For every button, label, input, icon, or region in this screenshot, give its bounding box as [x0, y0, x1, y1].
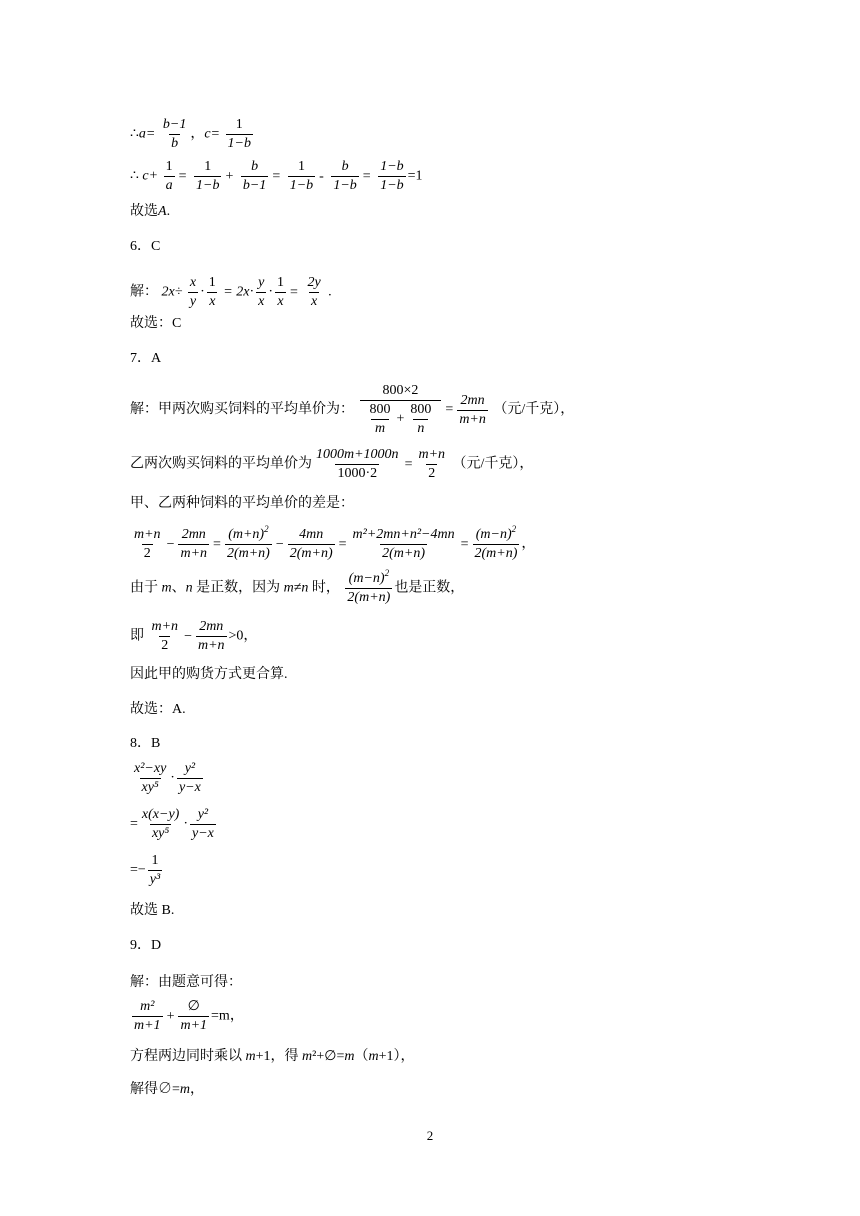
denominator: y−x [178, 780, 201, 795]
m-neq-n: m≠n [283, 580, 309, 596]
base: (m−n) [348, 571, 385, 586]
numerator: b−1 [162, 117, 187, 132]
fraction-mmn-sq-over-2mpn [473, 524, 520, 561]
answer-7: 故选：A. [130, 702, 186, 717]
fraction-2mn-over-m-plus-n [178, 528, 209, 561]
page-number: 2 [426, 1128, 434, 1143]
denominator: a [165, 178, 173, 193]
equals: = [362, 168, 371, 184]
var-m: m [179, 1082, 191, 1097]
numerator: 1 [235, 117, 243, 132]
equals: = [460, 536, 469, 552]
equals-one: =1 [407, 168, 423, 184]
q7-line1 [130, 384, 574, 436]
denominator: 2(m+n) [226, 546, 270, 561]
denominator: xy⁵ [141, 780, 159, 795]
denominator: b [171, 136, 179, 151]
denominator: m+n [459, 411, 486, 427]
answer-8 [130, 904, 174, 918]
period: . [328, 284, 332, 300]
a-eq: a= [138, 126, 156, 142]
text: +1，得 [255, 1049, 303, 1064]
dot: · [183, 816, 188, 832]
numerator: m+n [151, 619, 179, 634]
q9-line4 [130, 1083, 204, 1097]
text: +1）， [378, 1049, 415, 1064]
separator: ， [190, 126, 205, 142]
denominator: 1−b [380, 178, 404, 193]
answer-value: B [161, 903, 171, 918]
text: ， [190, 1082, 205, 1097]
equals: = [213, 536, 221, 552]
fraction-2mn-over-m-plus-n [457, 394, 488, 427]
fraction-1-over-x [275, 276, 286, 309]
c-plus: c+ [142, 168, 159, 184]
fraction-4mn-over-2mpn [288, 528, 335, 561]
therefore-symbol: ∴ [130, 126, 139, 142]
numerator: b [251, 159, 259, 174]
numerator: 800×2 [382, 383, 419, 398]
denominator: x [277, 294, 284, 309]
numerator: x(x−y) [141, 807, 180, 822]
denominator: x [258, 294, 265, 309]
var-n: n [185, 580, 193, 596]
q9-line3 [130, 1050, 415, 1064]
denominator: 2(m+n) [347, 590, 391, 605]
numerator: 1000m+1000n [316, 447, 399, 462]
q7-line1-text: 解：甲两次购买饲料的平均单价为： [130, 402, 354, 418]
denominator: 2(m+n) [474, 546, 518, 561]
denominator: n [413, 419, 428, 436]
numerator: m+n [134, 527, 161, 542]
dot: · [200, 284, 205, 300]
fraction-x-over-y [188, 276, 198, 309]
line-a-c [130, 118, 255, 151]
fraction-1-over-a [164, 160, 175, 193]
numerator: m² [140, 999, 155, 1014]
fraction-1-over-y3 [148, 854, 162, 887]
denominator: y−x [192, 826, 214, 841]
denominator: xy⁵ [151, 826, 170, 841]
dot: · [170, 770, 175, 786]
denominator: 1−b [289, 178, 314, 193]
c-eq: c= [204, 126, 220, 142]
minus: - [319, 168, 324, 184]
text: 、 [171, 580, 186, 596]
q8-step1 [130, 762, 205, 795]
text: 由于 [130, 580, 162, 596]
unit: （元/千克）， [493, 402, 575, 418]
denominator: 2(m+n) [289, 546, 333, 561]
q7-line2-text: 乙两次购买饲料的平均单价为 [130, 456, 312, 472]
denominator: m+1 [134, 1018, 161, 1033]
equals-m: =m， [211, 1008, 244, 1024]
denominator: m+n [180, 546, 208, 561]
equals: = [404, 456, 413, 472]
equals: = [178, 168, 187, 184]
question-9-heading: 9．D [130, 938, 162, 953]
denominator: x [209, 294, 216, 309]
answer-6: 故选：C [130, 316, 182, 331]
q7-line3: 甲、乙两种饲料的平均单价的差是： [130, 496, 354, 511]
fraction-m2-over-m-plus-1 [132, 1000, 163, 1033]
eq-two-x: = 2x [223, 284, 250, 300]
denominator: 2 [161, 638, 169, 653]
question-7-heading: 7．A [130, 351, 162, 366]
numerator: m+n [418, 447, 446, 462]
question-8-heading: 8．B [130, 736, 161, 751]
numerator: ∅ [187, 999, 200, 1014]
ji-label: 即 [130, 628, 144, 644]
text: 是正数，因为 [192, 580, 284, 596]
numerator: 4mn [299, 527, 324, 542]
text: 也是正数， [394, 580, 465, 596]
numerator: 1 [297, 159, 305, 174]
equals: = [445, 402, 454, 418]
numerator [226, 524, 270, 544]
numerator: y² [197, 807, 209, 822]
denominator: x [310, 294, 318, 309]
equals: = [338, 536, 347, 552]
greater-than-zero: >0， [228, 628, 258, 644]
fraction-b-over-b-minus-1 [241, 160, 268, 193]
equals: = [272, 168, 281, 184]
fraction-1000 [314, 448, 401, 481]
numerator: 1 [204, 159, 212, 174]
line-c-plus-1-over-a [130, 160, 423, 193]
base: (m−n) [475, 527, 512, 542]
numerator: b [341, 159, 349, 174]
denominator: 1−b [333, 178, 357, 193]
numerator: y [258, 275, 265, 290]
equals: = [130, 816, 138, 832]
denominator: y³ [149, 872, 161, 887]
fraction-800-over-m [366, 403, 395, 436]
period: . [170, 903, 175, 918]
text: 解得∅= [130, 1082, 180, 1097]
exponent: 2 [511, 524, 517, 534]
q8-step3 [130, 854, 164, 887]
numerator: 800 [369, 402, 391, 417]
numerator: m²+2mn+n²−4mn [352, 527, 455, 542]
plus: + [396, 411, 405, 427]
denominator: 1000·2 [337, 466, 378, 481]
denominator: y [189, 294, 197, 309]
fraction-800-over-n [406, 403, 435, 436]
exponent: 2 [384, 568, 390, 578]
equals-negative: =− [130, 862, 146, 878]
q7-line2 [130, 448, 533, 481]
numerator: 1 [277, 275, 285, 290]
dot: · [249, 284, 255, 300]
unit: （元/千克）， [452, 456, 534, 472]
numerator: 1 [165, 159, 173, 174]
fraction-b-minus-1-over-b [161, 118, 188, 151]
plus: + [225, 168, 234, 184]
period: . [166, 204, 171, 219]
denominator: 1−b [227, 136, 251, 151]
denominator [360, 400, 442, 436]
q7-conclusion: 因此甲的购货方式更合算. [130, 667, 288, 682]
q7-difference [130, 524, 536, 561]
minus: − [275, 536, 284, 552]
plus: + [166, 1008, 175, 1024]
denominator: m+n [197, 638, 225, 653]
exponent: 2 [264, 524, 269, 534]
text: 时， [308, 580, 340, 596]
numerator: 2mn [199, 619, 224, 634]
q8-step2 [130, 808, 218, 841]
q9-equation [130, 1000, 244, 1033]
fraction-x-x-minus-y-over-xy5 [140, 808, 181, 841]
answer-label: 故选 [130, 903, 162, 918]
minus: − [184, 628, 192, 644]
question-6-heading: 6．C [130, 239, 161, 254]
var-m: m [302, 1049, 313, 1064]
fraction-empty-over-m-plus-1 [178, 1000, 209, 1033]
fraction-2y-over-x [305, 276, 322, 309]
numerator: x²−xy [134, 761, 167, 776]
two-x-div: 2x÷ [161, 284, 183, 300]
q9-line1: 解：由题意可得： [130, 975, 242, 990]
var-m: m [368, 1049, 379, 1064]
numerator: 2y [307, 275, 321, 290]
fraction-mmn-sq-over-2mpn [345, 568, 392, 605]
minus: − [166, 536, 175, 552]
text: （ [354, 1049, 369, 1064]
answer-value: A [158, 204, 167, 219]
fraction-b-over-1-minus-b [331, 160, 358, 193]
denominator: b−1 [242, 178, 267, 193]
answer-label: 故选 [130, 204, 158, 219]
q6-solution [130, 276, 332, 309]
var-m: m [161, 580, 172, 596]
var-m: m [344, 1049, 355, 1064]
numerator: 2mn [181, 527, 206, 542]
fraction-1-over-1-minus-b [226, 118, 253, 151]
solution-label: 解： [130, 284, 158, 300]
fraction-expanded [351, 528, 457, 561]
q7-line6 [130, 620, 257, 653]
denominator: m [371, 419, 389, 436]
numerator: x [189, 275, 197, 290]
q7-line5 [130, 568, 465, 605]
numerator: y² [184, 761, 196, 776]
numerator: 2mn [460, 392, 485, 408]
fraction-y2-over-y-minus-x [177, 762, 203, 795]
var-m: m [245, 1049, 256, 1064]
numerator [474, 524, 518, 544]
fraction-m-plus-n-over-2 [132, 528, 163, 561]
numerator: 1−b [380, 159, 404, 174]
fraction-m-plus-n-over-2 [150, 620, 181, 653]
fraction-x2-xy-over-xy5 [132, 762, 168, 795]
fraction-y2-over-y-minus-x [190, 808, 216, 841]
comma: ， [521, 536, 536, 552]
fraction-2mn-over-m-plus-n [196, 620, 227, 653]
therefore-symbol: ∴ [130, 168, 139, 184]
text: ²+∅= [312, 1049, 345, 1064]
text: 方程两边同时乘以 [130, 1049, 246, 1064]
denominator: 2 [428, 466, 436, 481]
numerator: 800 [410, 402, 432, 417]
numerator [347, 568, 391, 588]
numerator: 1 [151, 853, 159, 868]
denominator: m+1 [180, 1018, 208, 1033]
fraction-1-over-1-minus-b [288, 160, 315, 193]
fraction-y-over-x [256, 276, 266, 309]
answer-5 [130, 205, 170, 219]
equals: = [290, 284, 298, 300]
compound-fraction [360, 384, 442, 436]
fraction-1-over-x [207, 276, 218, 309]
dot: · [268, 284, 274, 300]
fraction-1-minus-b-over-1-minus-b [378, 160, 405, 193]
denominator: 1−b [196, 178, 220, 193]
fraction-mpn-sq-over-2mpn [225, 524, 272, 561]
fraction-1-over-1-minus-b [194, 160, 221, 193]
numerator: 1 [208, 275, 216, 290]
base: (m+n) [228, 527, 265, 542]
fraction-m-plus-n-over-2 [416, 448, 447, 481]
denominator: 2(m+n) [382, 546, 426, 561]
denominator: 2 [143, 546, 151, 561]
